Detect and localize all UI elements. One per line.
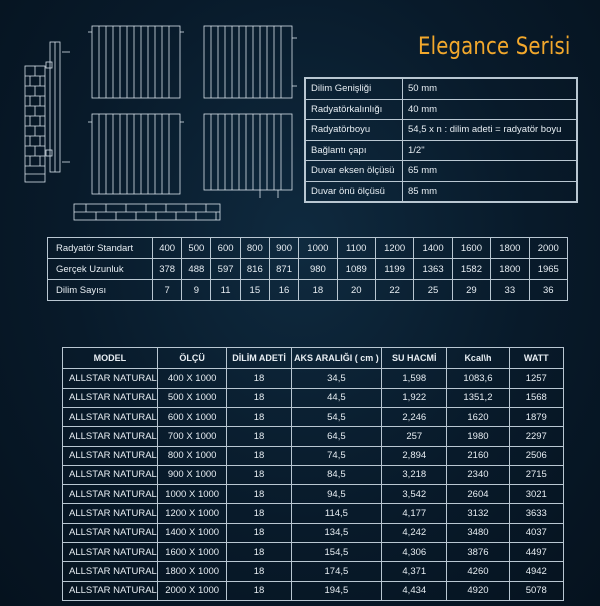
table-row — [63, 427, 564, 446]
table-cell: 3480 — [447, 523, 509, 542]
column-header: WATT — [509, 348, 563, 369]
table-cell: 3132 — [447, 504, 509, 523]
table-cell: 3,542 — [382, 485, 447, 504]
size-cell: 600 — [211, 238, 240, 259]
table-cell: 34,5 — [291, 369, 382, 388]
floor-brick-icon — [74, 204, 220, 220]
spec-row — [306, 79, 577, 100]
spec-row — [306, 140, 577, 161]
table-cell: ALLSTAR NATURAL — [63, 523, 158, 542]
size-cell: 25 — [414, 280, 452, 301]
table-cell: 2297 — [509, 427, 563, 446]
table-row — [63, 465, 564, 484]
spec-label: Dilim Genişliği — [306, 79, 403, 100]
table-cell: 18 — [227, 504, 291, 523]
size-cell: 980 — [299, 259, 337, 280]
spec-row — [306, 161, 577, 182]
table-cell: 3,218 — [382, 465, 447, 484]
table-cell: 3633 — [509, 504, 563, 523]
spec-row — [306, 181, 577, 202]
table-cell: 4,177 — [382, 504, 447, 523]
radiator-drawing-svg — [22, 22, 222, 222]
table-row — [63, 446, 564, 465]
size-table-row — [48, 238, 568, 259]
table-cell: 4037 — [509, 523, 563, 542]
size-cell: 1089 — [337, 259, 375, 280]
size-table-row — [48, 259, 568, 280]
table-cell: 1083,6 — [447, 369, 509, 388]
table-cell: 18 — [227, 581, 291, 600]
size-table-row — [48, 280, 568, 301]
table-cell: 600 X 1000 — [157, 407, 227, 426]
spec-label: Radyatörkalınlığı — [306, 99, 403, 120]
table-cell: 18 — [227, 427, 291, 446]
table-cell: 257 — [382, 427, 447, 446]
table-cell: 4942 — [509, 562, 563, 581]
table-cell: 4,434 — [382, 581, 447, 600]
spec-value: 54,5 x n : dilim adeti = radyatör boyu — [403, 120, 577, 141]
table-cell: ALLSTAR NATURAL — [63, 504, 158, 523]
size-cell: 16 — [269, 280, 298, 301]
table-cell: 1400 X 1000 — [157, 523, 227, 542]
table-cell: 2506 — [509, 446, 563, 465]
wall-brick-icon — [25, 66, 45, 182]
table-row — [63, 523, 564, 542]
table-cell: 74,5 — [291, 446, 382, 465]
table-row — [63, 504, 564, 523]
table-cell: 1200 X 1000 — [157, 504, 227, 523]
table-cell: 4,242 — [382, 523, 447, 542]
table-row — [63, 581, 564, 600]
table-cell: 18 — [227, 388, 291, 407]
size-cell: 20 — [337, 280, 375, 301]
spec-row — [306, 120, 577, 141]
size-cell: 9 — [182, 280, 211, 301]
table-cell: 18 — [227, 407, 291, 426]
table-row — [63, 388, 564, 407]
size-cell: 1100 — [337, 238, 375, 259]
spec-row — [306, 99, 577, 120]
size-row-label: Dilim Sayısı — [48, 280, 153, 301]
table-cell: 114,5 — [291, 504, 382, 523]
table-cell: 54,5 — [291, 407, 382, 426]
model-table-header-row — [63, 348, 564, 369]
spec-table — [304, 77, 578, 203]
size-cell: 1800 — [491, 259, 529, 280]
size-cell: 1965 — [529, 259, 567, 280]
table-row — [63, 485, 564, 504]
table-cell: ALLSTAR NATURAL — [63, 407, 158, 426]
table-row — [63, 369, 564, 388]
table-cell: 5078 — [509, 581, 563, 600]
table-cell: 1600 X 1000 — [157, 543, 227, 562]
table-cell: ALLSTAR NATURAL — [63, 485, 158, 504]
table-cell: ALLSTAR NATURAL — [63, 543, 158, 562]
table-row — [63, 562, 564, 581]
table-cell: 4497 — [509, 543, 563, 562]
table-cell: 2715 — [509, 465, 563, 484]
table-cell: 2,894 — [382, 446, 447, 465]
size-cell: 378 — [153, 259, 182, 280]
table-cell: 1,922 — [382, 388, 447, 407]
size-row-label: Radyatör Standart — [48, 238, 153, 259]
table-cell: 3876 — [447, 543, 509, 562]
table-cell: 18 — [227, 562, 291, 581]
table-cell: 1879 — [509, 407, 563, 426]
size-cell: 1200 — [375, 238, 413, 259]
column-header: MODEL — [63, 348, 158, 369]
table-cell: 2604 — [447, 485, 509, 504]
column-header: DİLİM ADETİ — [227, 348, 291, 369]
table-cell: ALLSTAR NATURAL — [63, 388, 158, 407]
table-cell: 18 — [227, 465, 291, 484]
table-cell: ALLSTAR NATURAL — [63, 465, 158, 484]
size-cell: 488 — [182, 259, 211, 280]
table-cell: 1351,2 — [447, 388, 509, 407]
model-table — [62, 347, 564, 601]
table-cell: ALLSTAR NATURAL — [63, 562, 158, 581]
table-cell: 174,5 — [291, 562, 382, 581]
size-cell: 36 — [529, 280, 567, 301]
spec-value: 40 mm — [403, 99, 577, 120]
size-cell: 11 — [211, 280, 240, 301]
table-cell: 2000 X 1000 — [157, 581, 227, 600]
table-row — [63, 407, 564, 426]
spec-label: Bağlantı çapı — [306, 140, 403, 161]
size-cell: 15 — [240, 280, 269, 301]
table-cell: 134,5 — [291, 523, 382, 542]
size-cell: 597 — [211, 259, 240, 280]
table-cell: 400 X 1000 — [157, 369, 227, 388]
table-cell: 1,598 — [382, 369, 447, 388]
table-cell: ALLSTAR NATURAL — [63, 369, 158, 388]
table-cell: 18 — [227, 523, 291, 542]
table-cell: 800 X 1000 — [157, 446, 227, 465]
table-cell: 4,306 — [382, 543, 447, 562]
radiator-front-view-1 — [88, 26, 184, 98]
table-cell: 2,246 — [382, 407, 447, 426]
table-cell: ALLSTAR NATURAL — [63, 427, 158, 446]
table-row — [63, 543, 564, 562]
spec-label: Duvar önü ölçüsü — [306, 181, 403, 202]
size-cell: 33 — [491, 280, 529, 301]
table-cell: 84,5 — [291, 465, 382, 484]
radiator-right-views — [200, 22, 300, 222]
size-table — [47, 237, 568, 301]
table-cell: 18 — [227, 485, 291, 504]
page-title: Elegance Serisi — [418, 32, 571, 60]
table-cell: 900 X 1000 — [157, 465, 227, 484]
table-cell: 18 — [227, 543, 291, 562]
radiator-technical-drawing — [22, 22, 222, 222]
table-cell: 194,5 — [291, 581, 382, 600]
table-cell: 1980 — [447, 427, 509, 446]
table-cell: 2160 — [447, 446, 509, 465]
spec-value: 85 mm — [403, 181, 577, 202]
column-header: AKS ARALIĞI ( cm ) — [291, 348, 382, 369]
spec-label: Duvar eksen ölçüsü — [306, 161, 403, 182]
size-cell: 1600 — [452, 238, 490, 259]
table-cell: 500 X 1000 — [157, 388, 227, 407]
radiator-right-views-svg — [200, 22, 300, 222]
table-cell: 18 — [227, 369, 291, 388]
size-cell: 18 — [299, 280, 337, 301]
spec-value: 1/2" — [403, 140, 577, 161]
size-cell: 1800 — [491, 238, 529, 259]
column-header: Kcal\h — [447, 348, 509, 369]
table-cell: 3021 — [509, 485, 563, 504]
table-cell: 4260 — [447, 562, 509, 581]
size-cell: 7 — [153, 280, 182, 301]
size-cell: 1000 — [299, 238, 337, 259]
spec-value: 65 mm — [403, 161, 577, 182]
size-cell: 871 — [269, 259, 298, 280]
size-cell: 500 — [182, 238, 211, 259]
table-cell: ALLSTAR NATURAL — [63, 446, 158, 465]
size-cell: 816 — [240, 259, 269, 280]
table-cell: 700 X 1000 — [157, 427, 227, 446]
size-cell: 22 — [375, 280, 413, 301]
table-cell: 4,371 — [382, 562, 447, 581]
size-cell: 1582 — [452, 259, 490, 280]
size-row-label: Gerçek Uzunluk — [48, 259, 153, 280]
table-cell: 1620 — [447, 407, 509, 426]
size-cell: 1363 — [414, 259, 452, 280]
size-cell: 400 — [153, 238, 182, 259]
table-cell: 4920 — [447, 581, 509, 600]
radiator-front-view-3 — [88, 114, 184, 194]
size-cell: 2000 — [529, 238, 567, 259]
spec-label: Radyatörboyu — [306, 120, 403, 141]
table-cell: 2340 — [447, 465, 509, 484]
size-cell: 29 — [452, 280, 490, 301]
table-cell: 1800 X 1000 — [157, 562, 227, 581]
table-cell: 44,5 — [291, 388, 382, 407]
table-cell: ALLSTAR NATURAL — [63, 581, 158, 600]
spec-value: 50 mm — [403, 79, 577, 100]
size-cell: 800 — [240, 238, 269, 259]
size-cell: 1199 — [375, 259, 413, 280]
table-cell: 94,5 — [291, 485, 382, 504]
table-cell: 18 — [227, 446, 291, 465]
table-cell: 1568 — [509, 388, 563, 407]
table-cell: 154,5 — [291, 543, 382, 562]
size-cell: 1400 — [414, 238, 452, 259]
table-cell: 1000 X 1000 — [157, 485, 227, 504]
table-cell: 1257 — [509, 369, 563, 388]
column-header: SU HACMİ — [382, 348, 447, 369]
column-header: ÖLÇÜ — [157, 348, 227, 369]
table-cell: 64,5 — [291, 427, 382, 446]
size-cell: 900 — [269, 238, 298, 259]
